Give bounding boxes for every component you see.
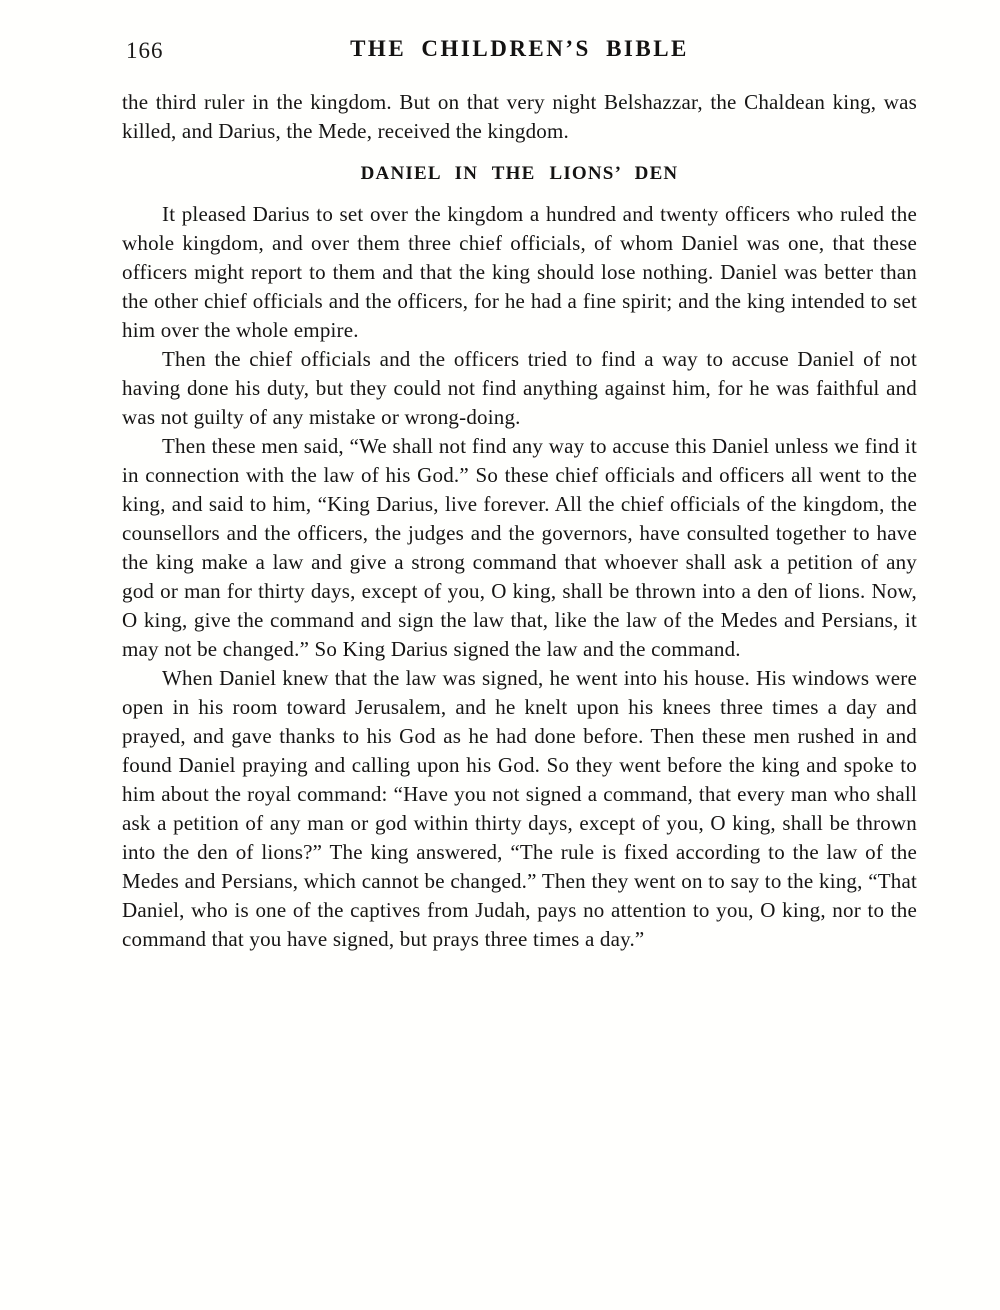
page-body [122,88,917,954]
page-header [122,36,917,70]
running-title: THE CHILDREN’S BIBLE [350,36,689,61]
page-number: 166 [126,38,164,63]
paragraph-3: Then these men said, “We shall not find any way to accuse this Daniel unless we find it in connection with the law of his God.” So these chief officials and officers all went to the king, and said to him, “King Darius, live forever. All the chief officials of the kingdom, the counsellors and the officers, the judges and the governors, have consulted together to have the king make a law and give a strong command that whoever shall ask a petition of any god or man for thirty days, except of you, O king, shall be thrown into a den of lions. Now, O king, give the command and sign the law that, like the law of the Medes and Persians, it may not be changed.” So King Darius signed the law and the command. [122,434,917,661]
paragraph-2: Then the chief officials and the officers tried to find a way to accuse Daniel of not having done his duty, but they could not find anything against him, for he was faithful and was not guilty of any mistake or wrong-doing. [122,347,917,429]
section-heading: DANIEL IN THE LIONS’ DEN [360,163,679,184]
paragraph-continuation: the third ruler in the kingdom. But on that very night Belshazzar, the Chaldean king, was killed, and Darius, the Mede, received the kingdom. [122,90,917,143]
paragraph-4: When Daniel knew that the law was signed, he went into his house. His windows were open in his room toward Jerusalem, and he knelt upon his knees three times a day and prayed, and gave thanks to his God as he had done before. Then these men rushed in and found Daniel praying and calling upon his God. So they went before the king and spoke to him about the royal command: “Have you not signed a command, that every man who shall ask a petition of any man or god within thirty days, except of you, O king, shall be thrown into the den of lions?” The king answered, “The rule is fixed according to the law of the Medes and Persians, which cannot be changed.” Then they went on to say to the king, “That Daniel, who is one of the captives from Judah, pays no attention to you, O king, nor to the command that you have signed, but prays three times a day.” [122,666,917,951]
paragraph-1: It pleased Darius to set over the kingdom a hundred and twenty officers who ruled the whole kingdom, and over them three chief officials, of whom Daniel was one, that these officers might report to them and that the king should lose nothing. Daniel was better than the other chief officials and the officers, for he had a fine spirit; and the king intended to set him over the whole empire. [122,202,917,342]
